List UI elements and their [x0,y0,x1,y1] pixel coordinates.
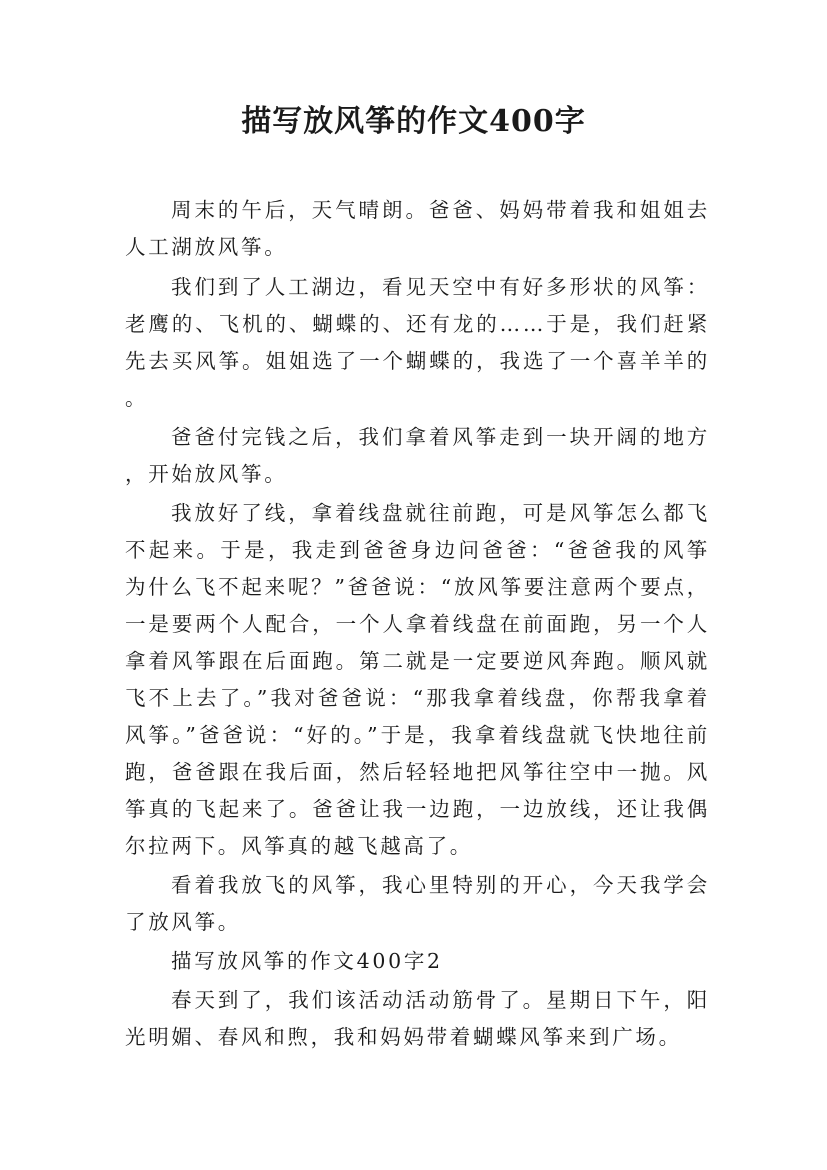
paragraph: 我放好了线，拿着线盘就往前跑，可是风筝怎么都飞不起来。于是，我走到爸爸身边问爸爸：“爸爸我的风筝为什么飞不起来呢？”爸爸说：“放风筝要注意两个要点，一是要两个人配合，一个人拿着线盘在前面跑，另一个人拿着风筝跟在后面跑。第二就是一定要逆风奔跑。顺风就飞不上去了。”我对爸爸说：“那我拿着线盘，你帮我拿着风筝。”爸爸说：“好的。”于是，我拿着线盘就飞快地往前跑，爸爸跟在我后面，然后轻轻地把风筝往空中一抛。风筝真的飞起来了。爸爸让我一边跑，一边放线，还让我偶尔拉两下。风筝真的越飞越高了。 [125,501,710,858]
paragraph: 周末的午后，天气晴朗。爸爸、妈妈带着我和姐姐去人工湖放风筝。 [125,198,710,259]
paragraph: 我们到了人工湖边，看见天空中有好多形状的风筝：老鹰的、飞机的、蝴蝶的、还有龙的……于是，我们赶紧先去买风筝。姐姐选了一个蝴蝶的，我选了一个喜羊羊的。 [125,275,710,410]
section-heading: 描写放风筝的作文400字2 [171,949,443,973]
document-title: 描写放风筝的作文400字 [241,104,586,139]
paragraph: 春天到了，我们该活动活动筋骨了。星期日下午，阳光明媚、春风和煦，我和妈妈带着蝴蝶风筝来到广场。 [125,988,710,1049]
paragraph: 爸爸付完钱之后，我们拿着风筝走到一块开阔的地方，开始放风筝。 [125,425,710,486]
document-body [125,192,710,1058]
paragraph: 看着我放飞的风筝，我心里特别的开心，今天我学会了放风筝。 [125,873,710,934]
